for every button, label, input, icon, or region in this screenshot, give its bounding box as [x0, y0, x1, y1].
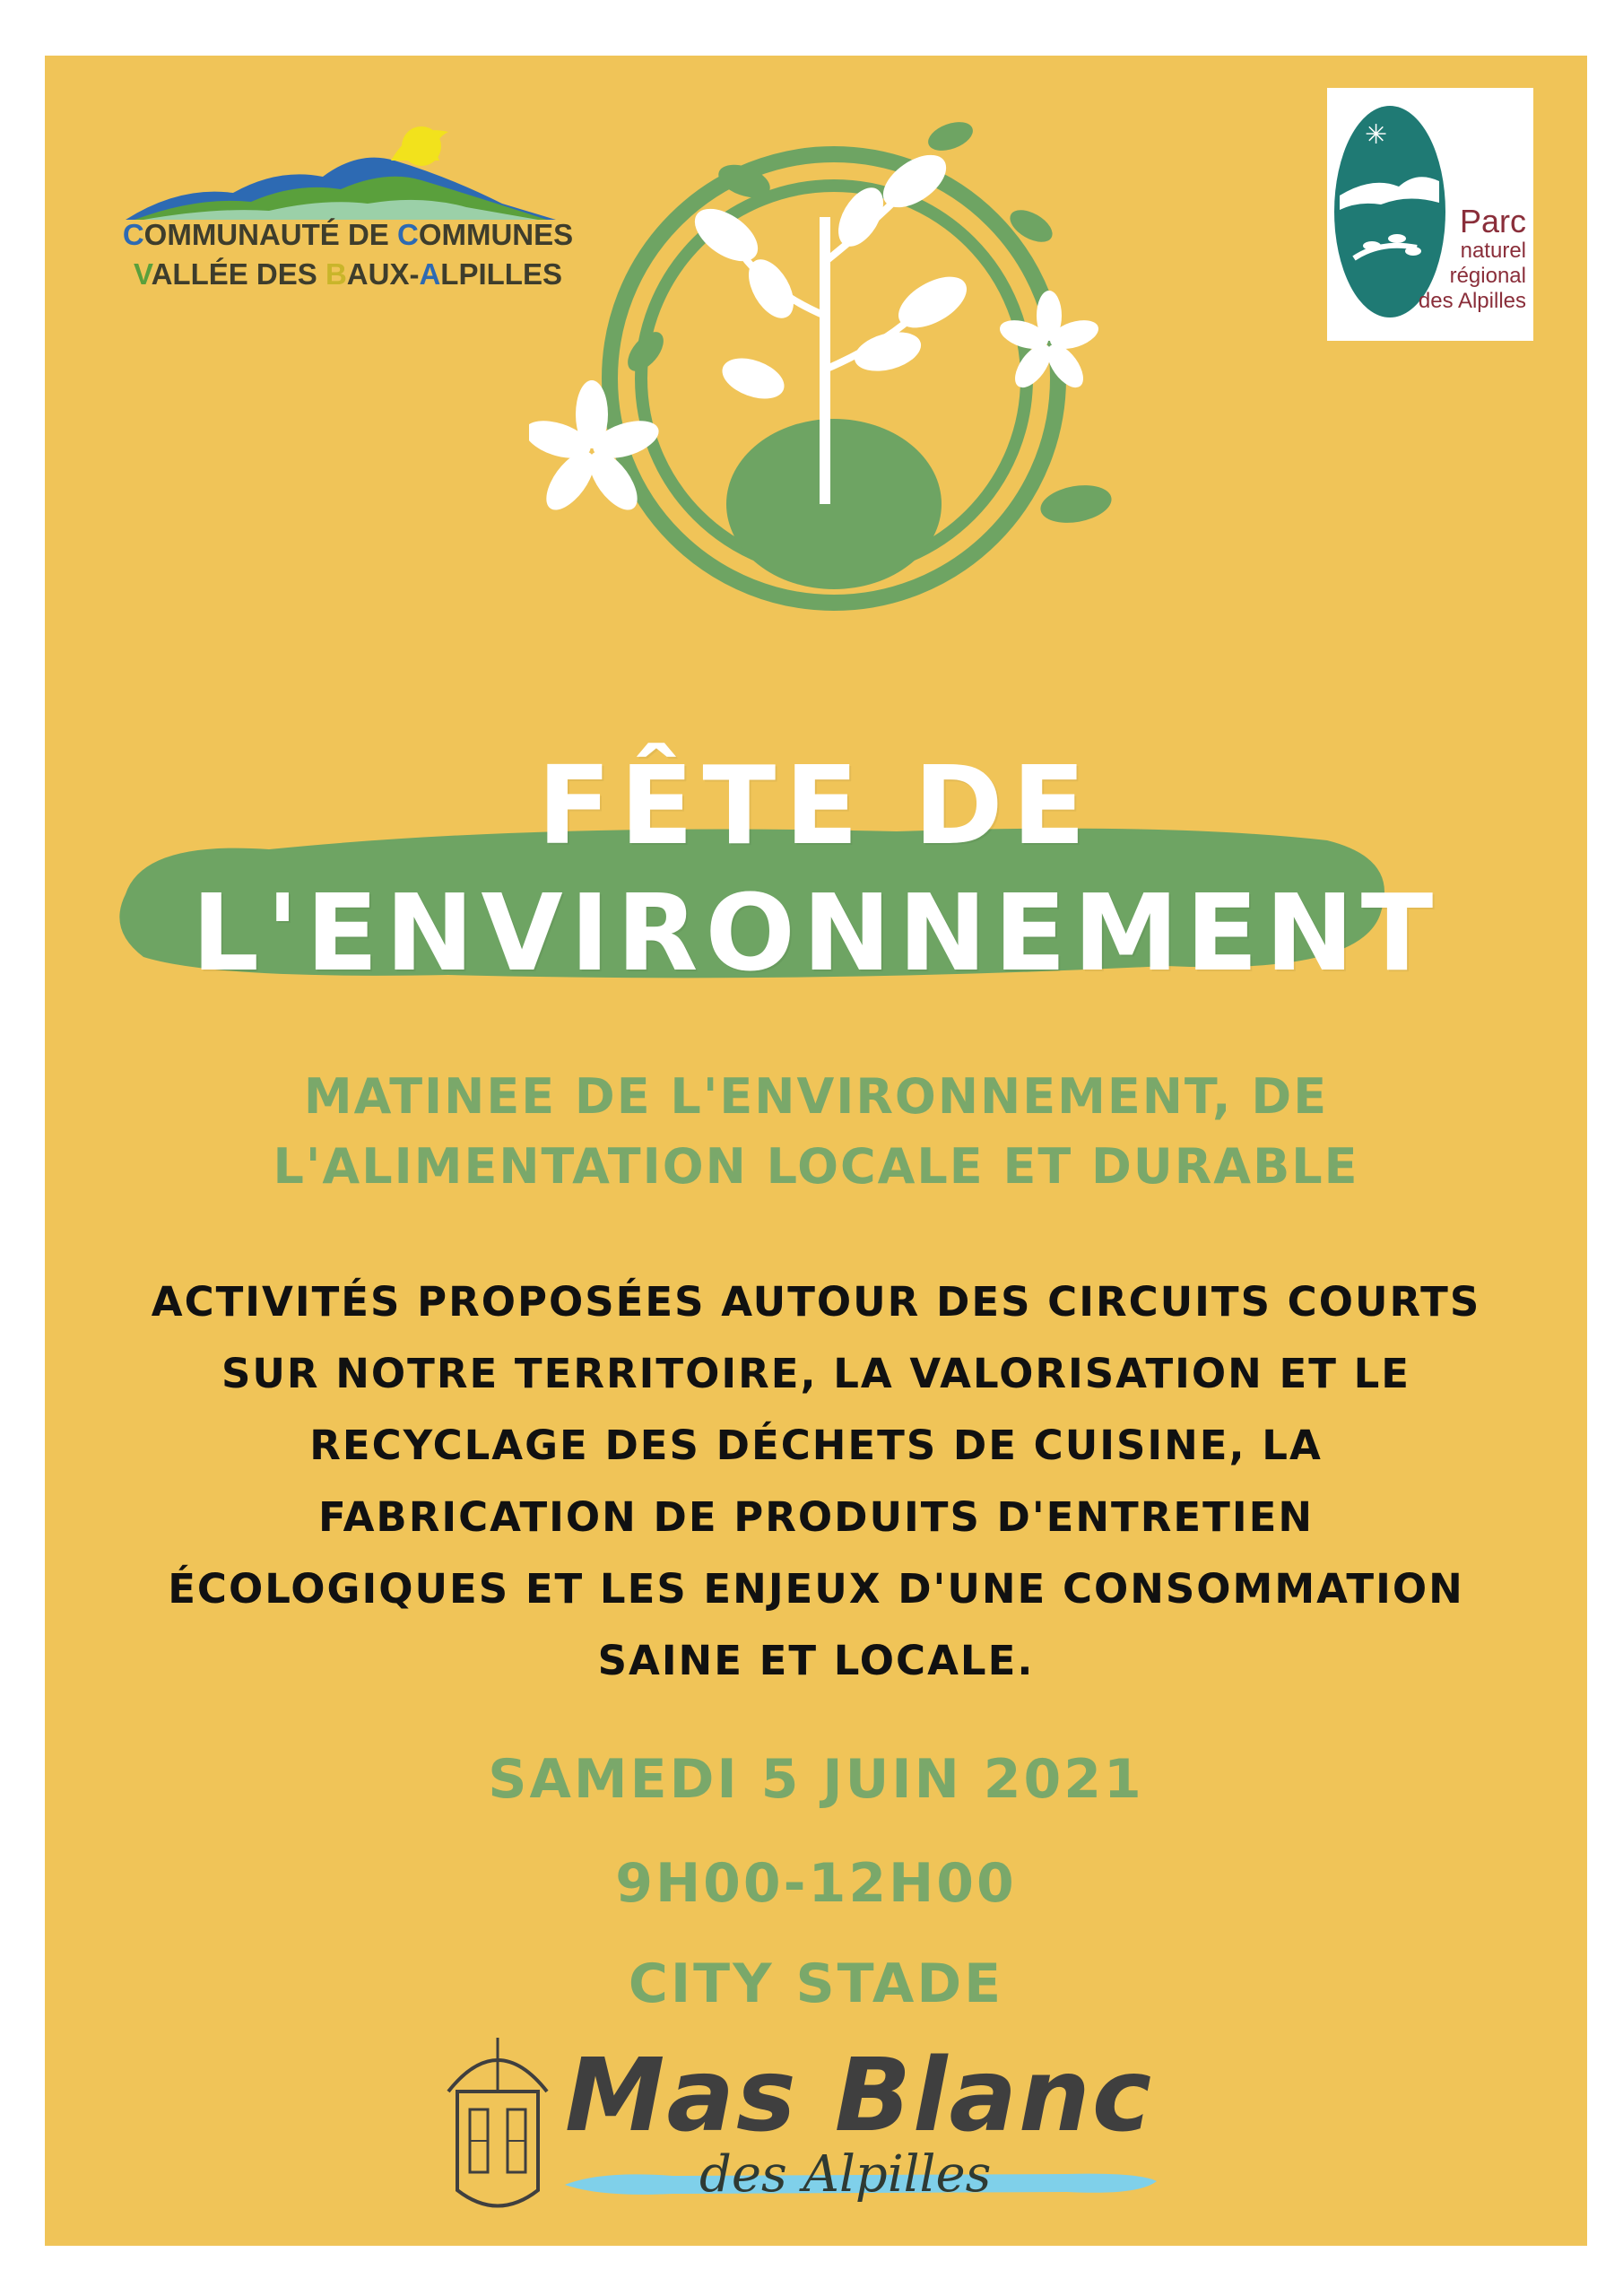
- park-line-4: des Alpilles: [1418, 289, 1526, 313]
- poster: [45, 56, 1587, 2246]
- town-name: Mas Blanc: [565, 2038, 1154, 2154]
- svg-text:✳: ✳: [1365, 119, 1388, 151]
- park-logo-text: [1419, 204, 1526, 314]
- description-line: ÉCOLOGIQUES ET LES ENJEUX D'UNE CONSOMMATION: [168, 1565, 1464, 1613]
- park-line-3: régional: [1449, 264, 1526, 288]
- description-line: RECYCLAGE DES DÉCHETS DE CUISINE, LA: [309, 1422, 1323, 1469]
- title-line-2: L'ENVIRONNEMENT: [191, 871, 1441, 995]
- description: [63, 1266, 1569, 1697]
- text-part: OMMUNAUTÉ DE: [143, 218, 397, 251]
- text-part: LPILLES: [440, 257, 562, 291]
- event-date: SAMEDI 5 JUIN 2021: [488, 1748, 1144, 1811]
- description-line: SAINE ET LOCALE.: [597, 1637, 1035, 1684]
- subtitle: [45, 1062, 1587, 1202]
- text-part: ALLÉE DES: [151, 257, 325, 291]
- letter-c: C: [122, 218, 144, 251]
- description-line: FABRICATION DE PRODUITS D'ENTRETIEN: [318, 1493, 1314, 1541]
- text-part: OMMUNES: [418, 218, 574, 251]
- town-logo: [439, 2020, 1246, 2235]
- subtitle-line-1: MATINEE DE L'ENVIRONNEMENT, DE: [303, 1068, 1329, 1125]
- town-subtitle: des Alpilles: [699, 2145, 992, 2204]
- park-logo: [1327, 88, 1533, 341]
- town-crest-icon: [439, 2020, 556, 2226]
- letter-v: V: [134, 257, 152, 291]
- letter-c: C: [396, 218, 419, 251]
- description-line: ACTIVITÉS PROPOSÉES AUTOUR DES CIRCUITS COURTS: [151, 1278, 1481, 1326]
- event-time: 9H00-12H00: [615, 1852, 1017, 1915]
- text-part: AUX-: [346, 257, 420, 291]
- subtitle-line-2: L'ALIMENTATION LOCALE ET DURABLE: [273, 1138, 1359, 1195]
- title-block: [45, 701, 1587, 1078]
- letter-b: B: [325, 257, 347, 291]
- event-place: CITY STADE: [628, 1952, 1004, 2015]
- park-line-1: Parc: [1459, 203, 1526, 239]
- description-line: SUR NOTRE TERRITOIRE, LA VALORISATION ET LE: [221, 1350, 1411, 1397]
- letter-a: A: [419, 257, 441, 291]
- mountains-sun-icon: [126, 114, 556, 222]
- plant-in-circle-icon: [529, 83, 1175, 674]
- park-line-2: naturel: [1460, 239, 1526, 263]
- title-line-1: FÊTE DE: [537, 744, 1095, 869]
